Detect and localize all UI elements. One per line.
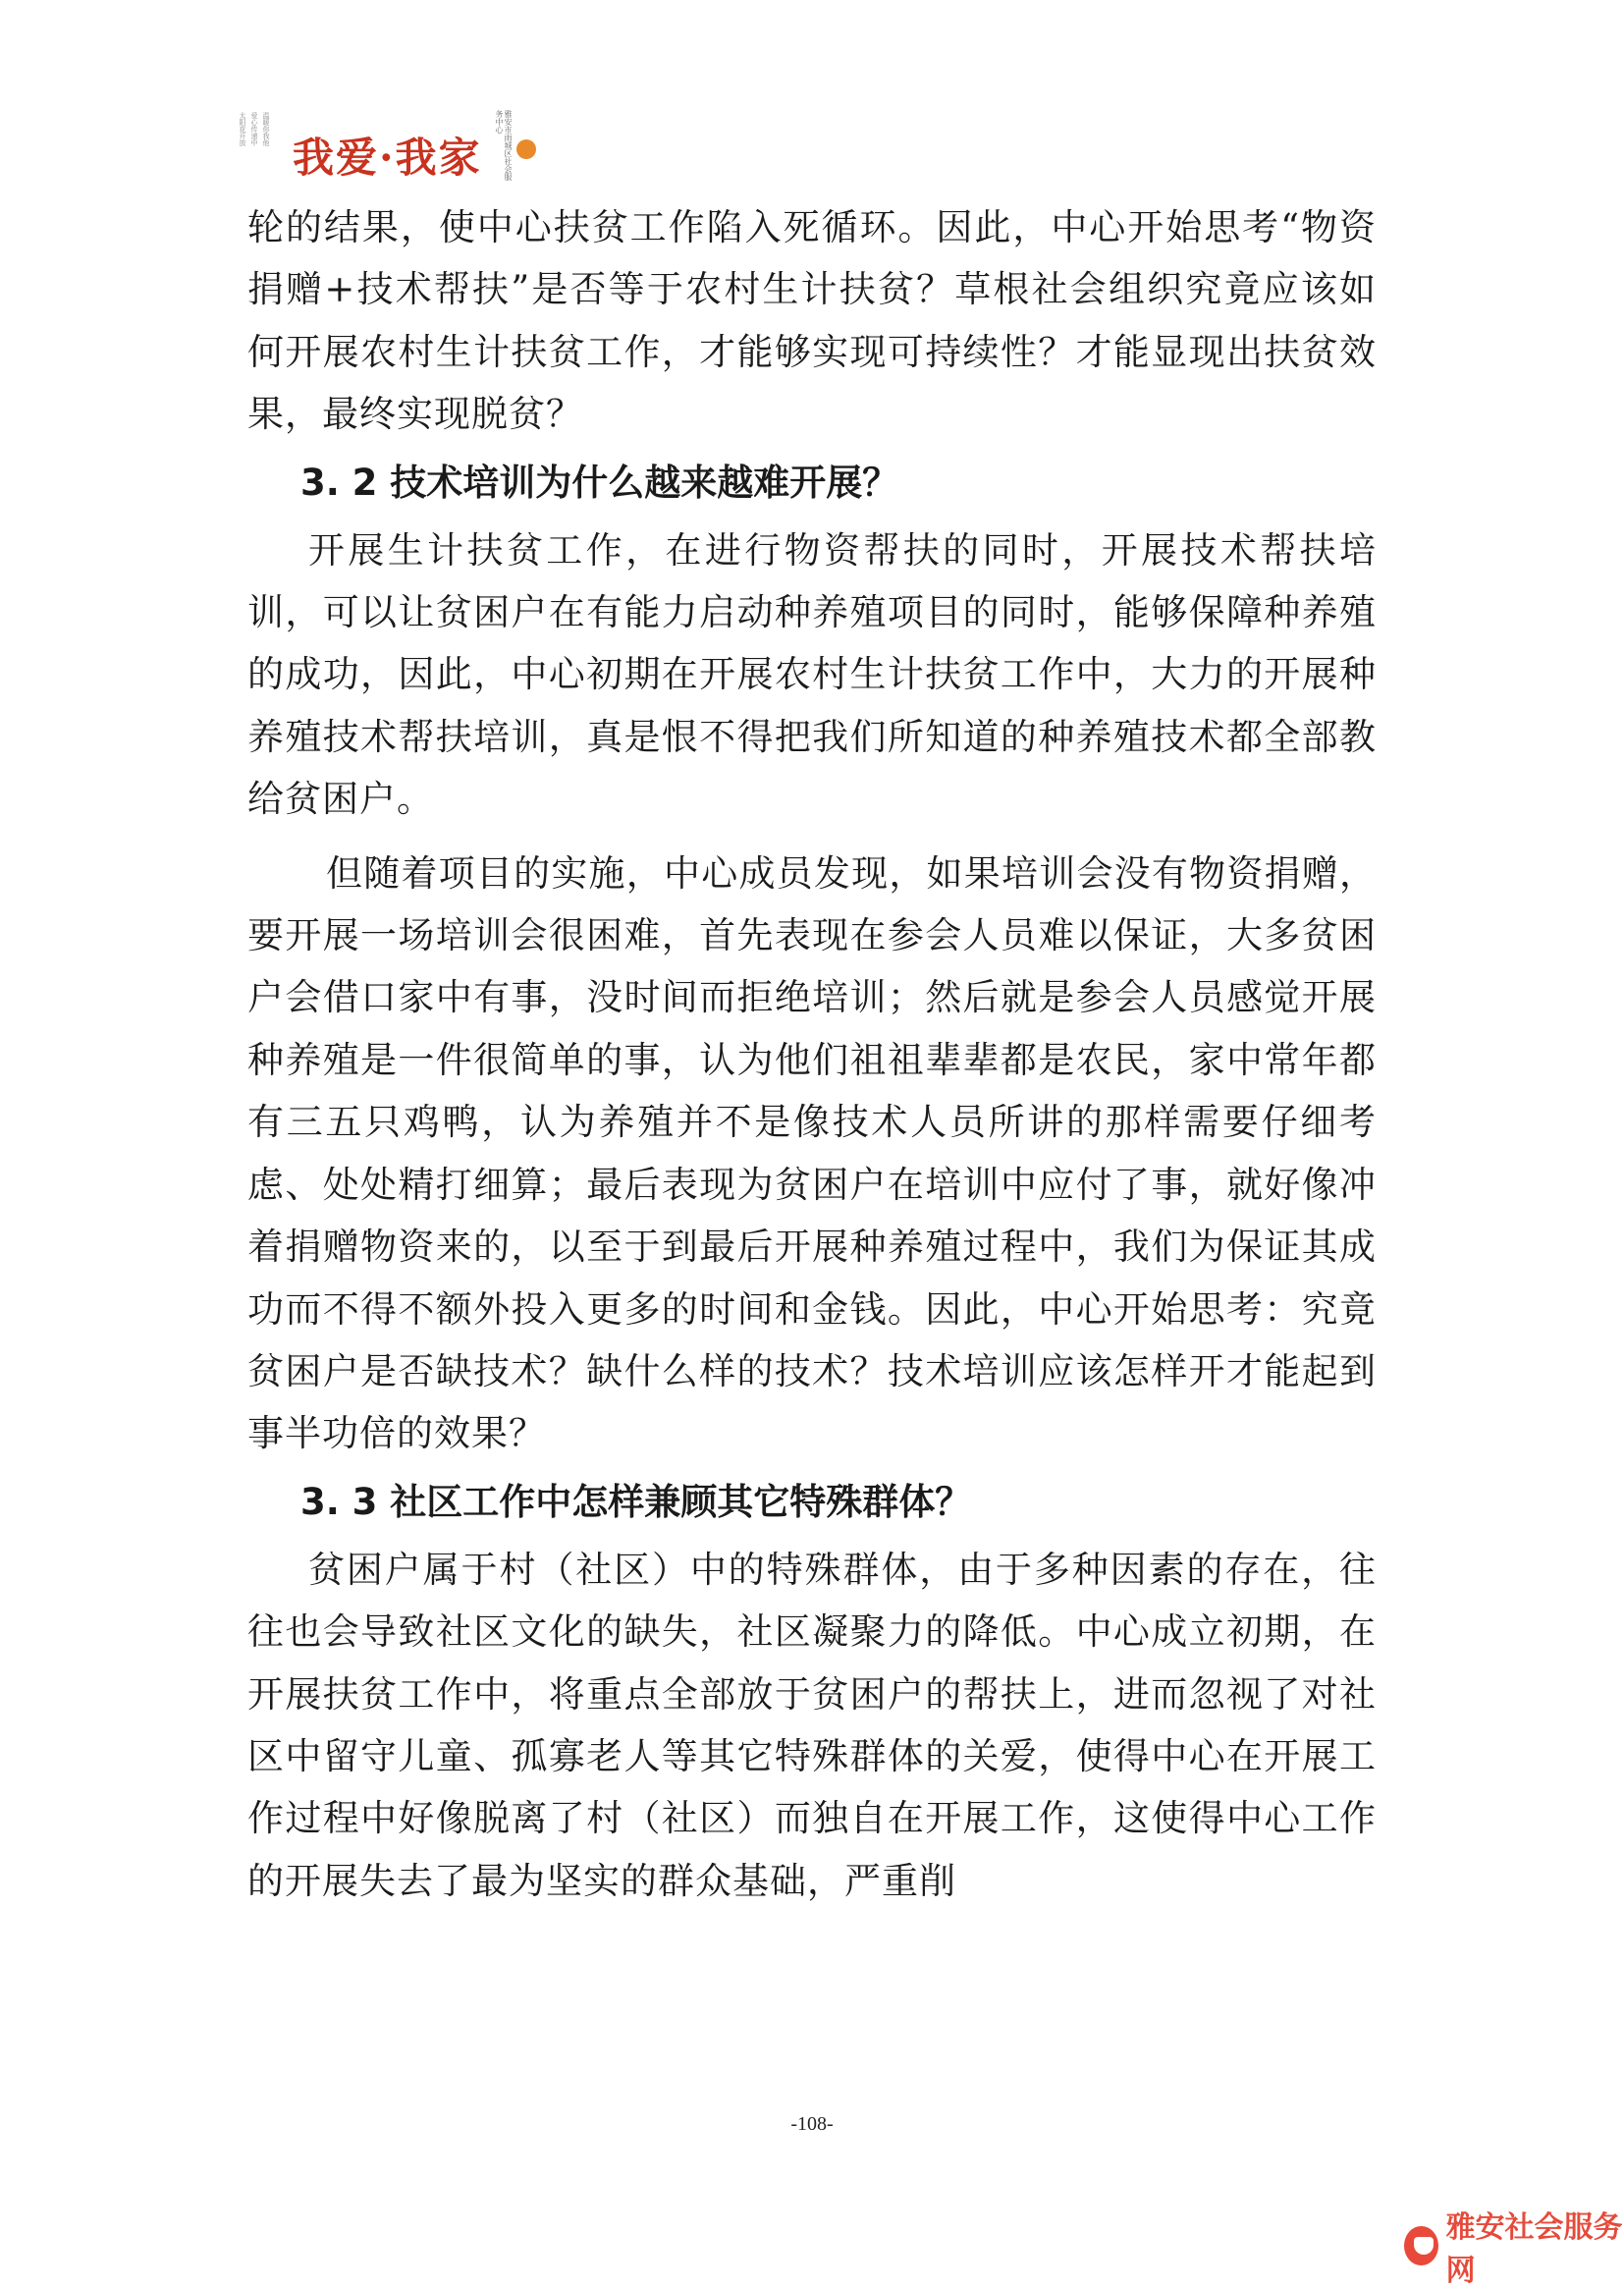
document-body <box>247 196 1377 1912</box>
paragraph: 轮的结果，使中心扶贫工作陷入死循环。因此，中心开始思考“物资捐赠+技术帮扶”是否等于农村生计扶贫？草根社会组织究竟应该如何开展农村生计扶贫工作，才能够实现可持续性？才能显现出扶贫效果，最终实现脱贫？ <box>247 206 1377 436</box>
paragraph: 但随着项目的实施，中心成员发现，如果培训会没有物资捐赠，要开展一场培训会很困难，首先表现在参会人员难以保证，大多贫困户会借口家中有事，没时间而拒绝培训；然后就是参会人员感觉开展种养殖是一件很简单的事，认为他们祖祖辈辈都是农民，家中常年都有三五只鸡鸭，认为养殖并不是像技术人员所讲的那样需要仔细考虑、处处精打细算；最后表现为贫困户在培训中应付了事，就好像冲着捐赠物资来的，以至于到最后开展种养殖过程中，我们为保证其成功而不得不额外投入更多的时间和金钱。因此，中心开始思考：究竟贫困户是否缺技术？缺什么样的技术？技术培训应该怎样开才能起到事半功倍的效果？ <box>247 851 1377 1455</box>
header-vertical-text-1: 太阳花开放 <box>239 112 246 146</box>
header-vertical-text-2: 爱心传递中 <box>250 112 258 146</box>
section-heading: 3. 3 社区工作中怎样兼顾其它特殊群体？ <box>300 1480 972 1523</box>
paragraph: 开展生计扶贫工作，在进行物资帮扶的同时，开展技术帮扶培训，可以让贫困户在有能力启动种养殖项目的同时，能够保障种养殖的成功，因此，中心初期在开展农村生计扶贫工作中，大力的开展种养殖技术帮扶培训，真是恨不得把我们所知道的种养殖技术都全部教给贫困户。 <box>247 528 1377 821</box>
section-heading: 3. 2 技术培训为什么越来越难开展？ <box>300 461 899 504</box>
watermark <box>1404 2210 1624 2288</box>
page-header <box>236 110 550 189</box>
header-logo-title: 我爱·我家 <box>293 134 482 182</box>
paragraph: 贫困户属于村（社区）中的特殊群体，由于多种因素的存在，往往也会导致社区文化的缺失，社区凝聚力的降低。中心成立初期，在开展扶贫工作中，将重点全部放于贫困户的帮扶上，进而忽视了对社区中留守儿童、孤寡老人等其它特殊群体的关爱，使得中心在开展工作过程中好像脱离了村（社区）而独自在开展工作，这使得中心工作的开展失去了最为坚实的群众基础，严重削 <box>247 1548 1377 1902</box>
header-org-name: 雅安市雨城区社会服务中心 <box>495 110 513 181</box>
watermark-logo-icon <box>1404 2226 1438 2265</box>
header-badge-icon <box>516 139 536 159</box>
watermark-text: 雅安社会服务网 <box>1445 2210 1623 2288</box>
page-number: -108- <box>790 2113 834 2135</box>
header-vertical-text-3: 温暖你我他 <box>262 112 270 146</box>
